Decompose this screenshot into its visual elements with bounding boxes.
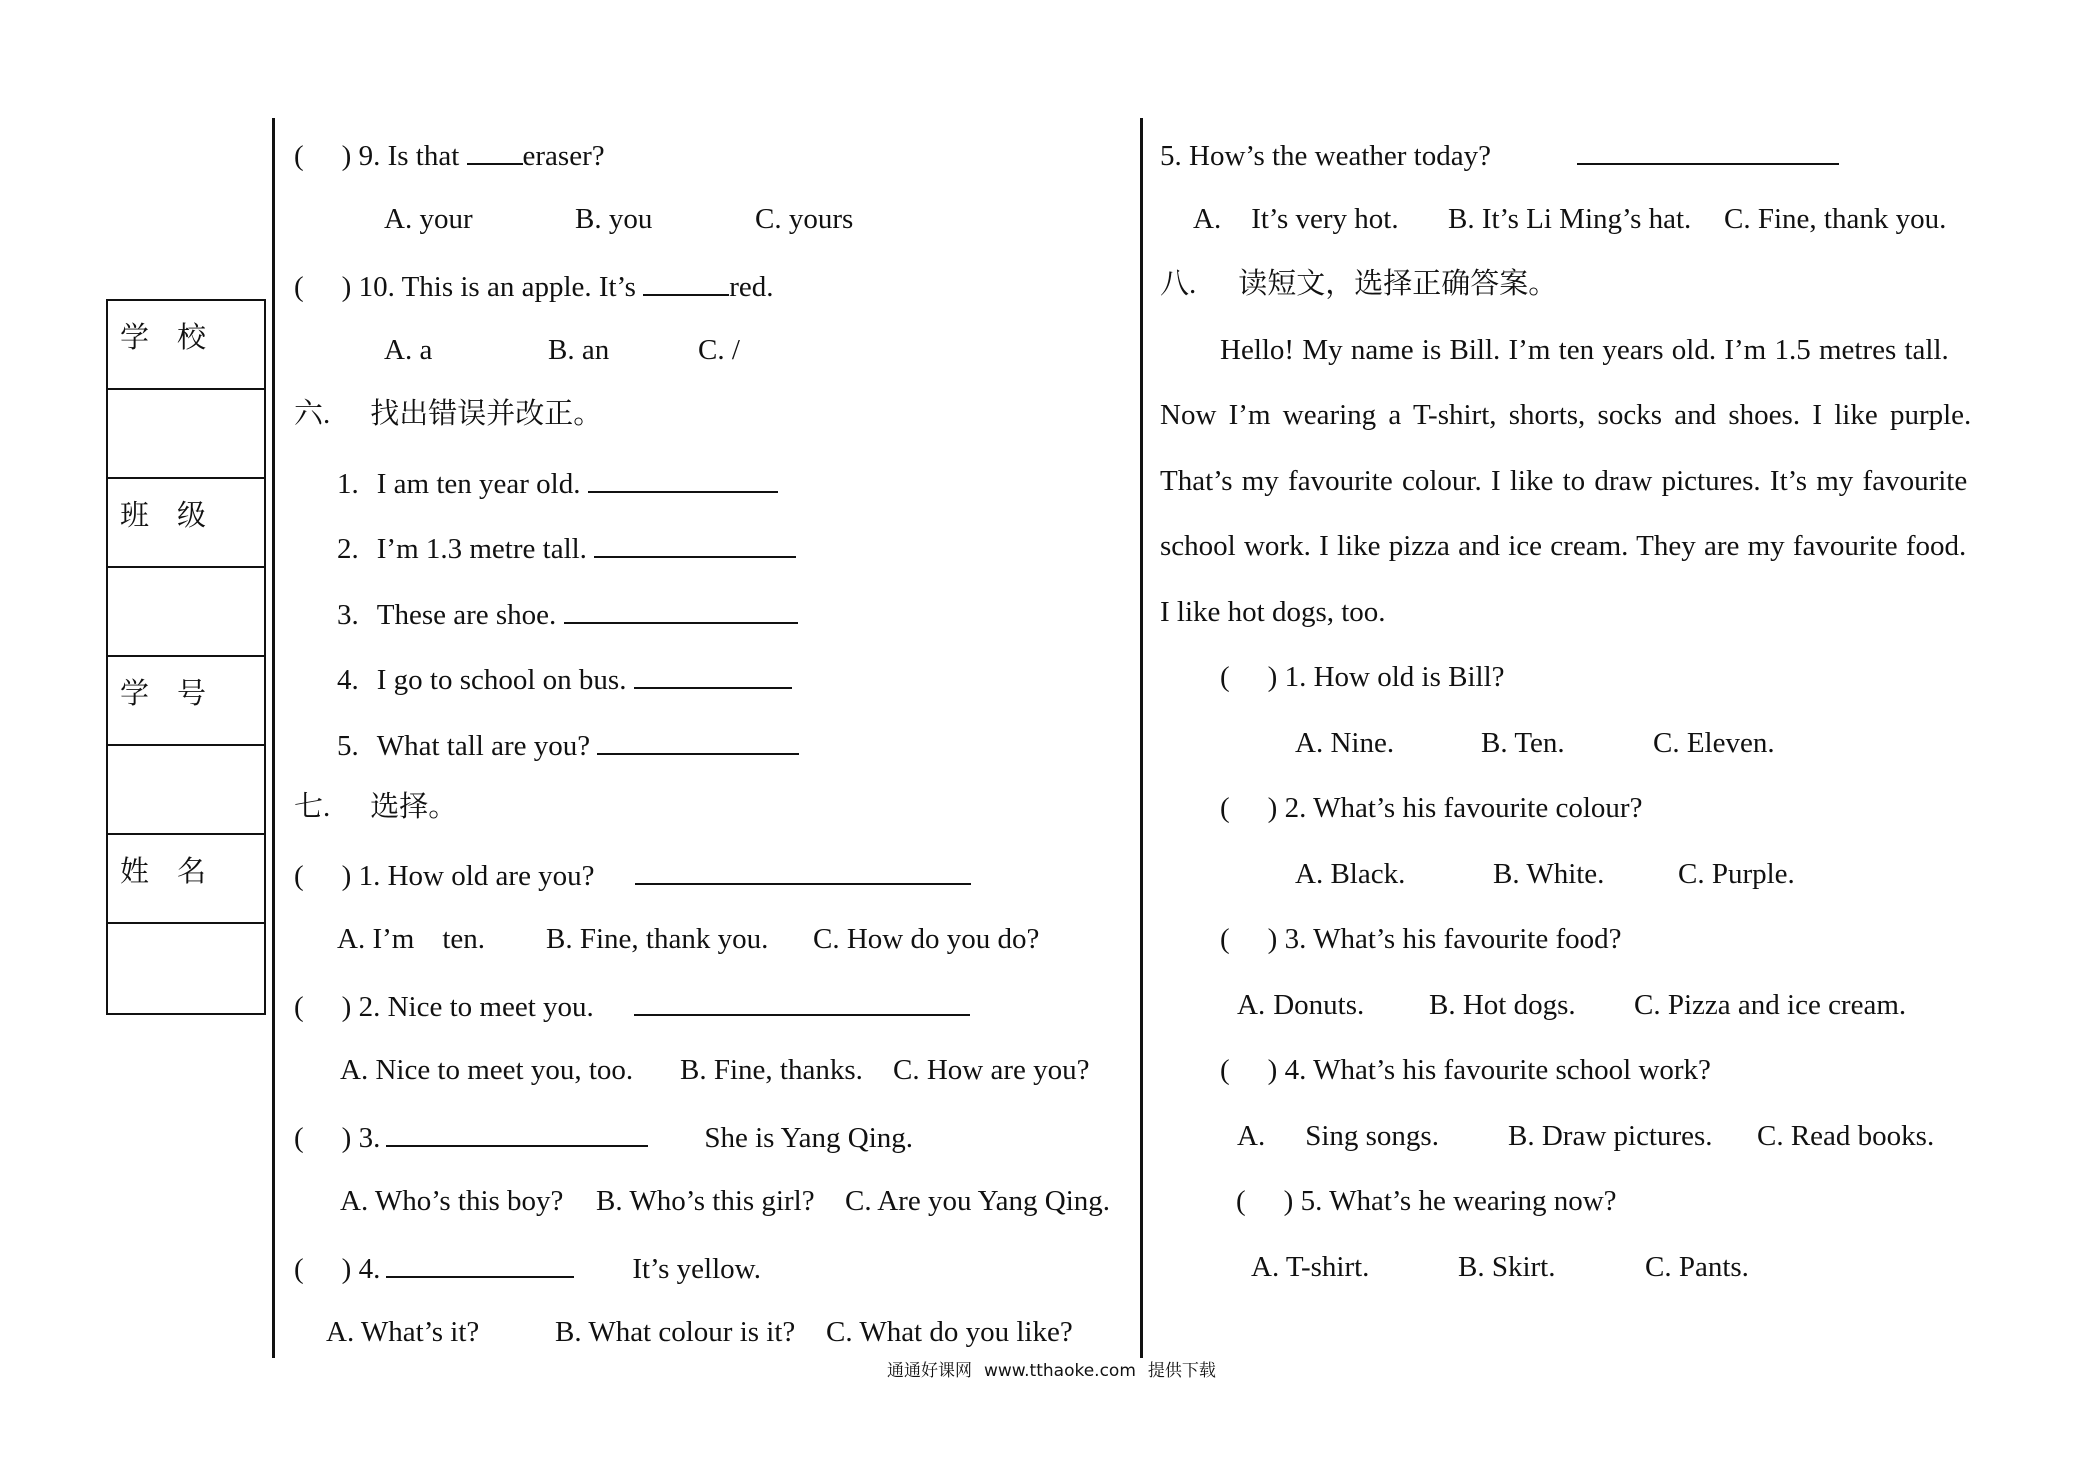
q9-option-a: A. your <box>384 203 473 235</box>
sec7-q1-option-c: C. How do you do? <box>813 923 1040 955</box>
answer-paren-close: ) <box>341 1122 352 1154</box>
school-label: 学校 <box>120 322 235 354</box>
answer-paren-close: ) <box>1267 923 1278 955</box>
sec7-q2-option-c: C. How are you? <box>893 1054 1090 1086</box>
option-a-lead: A. <box>1193 203 1222 235</box>
passage-line: I like hot dogs, too. <box>1160 596 1386 628</box>
passage-line: Hello! My name is Bill. I’m ten years old. I’m 1.5 metres tall. <box>1220 334 1949 366</box>
footer-site: 通通好课网 <box>887 1361 972 1381</box>
reading-question-2 <box>1220 794 1642 823</box>
student-info-box <box>106 299 266 1015</box>
r4-option-a <box>1237 1122 1439 1151</box>
option-a-lead: A. <box>1237 1120 1266 1152</box>
item-text: I am ten year old. <box>376 468 581 500</box>
correction-blank[interactable] <box>588 467 778 493</box>
question-stem: 4. <box>358 1253 381 1285</box>
sec7-question-3 <box>294 1121 913 1153</box>
column-divider <box>1140 118 1143 1358</box>
sec7-q1-option-b: B. Fine, thank you. <box>546 923 769 955</box>
question-stem: 1. How old are you? <box>358 860 595 892</box>
list-item <box>337 532 796 564</box>
answer-paren-open: ( <box>294 991 304 1023</box>
list-item <box>337 467 778 499</box>
reading-question-4 <box>1220 1056 1711 1085</box>
answer-blank[interactable] <box>386 1121 648 1147</box>
option-a-lead: A. I’m <box>337 923 415 955</box>
sec7-q4-option-b: B. What colour is it? <box>555 1316 796 1348</box>
sec7-question-1 <box>294 859 971 891</box>
r5-option-a: A. T-shirt. <box>1251 1251 1370 1283</box>
option-a-text: Sing songs. <box>1305 1120 1439 1152</box>
section-8-number: 八. <box>1160 268 1197 300</box>
reading-question-1 <box>1220 663 1505 692</box>
section-7-heading <box>294 793 457 822</box>
class-field[interactable] <box>108 568 264 657</box>
question-stem: 2. What’s his favourite colour? <box>1284 792 1643 824</box>
answer-paren-close: ) <box>341 991 352 1023</box>
sec7-q3-option-b: B. Who’s this girl? <box>596 1185 815 1217</box>
section-7-number: 七. <box>294 791 331 823</box>
number-field[interactable] <box>108 746 264 835</box>
question-answer-line: She is Yang Qing. <box>704 1122 914 1154</box>
answer-blank[interactable] <box>634 990 970 1016</box>
reading-question-5 <box>1236 1187 1617 1216</box>
answer-paren-open: ( <box>294 860 304 892</box>
answer-paren-close: ) <box>341 860 352 892</box>
answer-paren-close: ) <box>341 271 352 303</box>
answer-paren-open: ( <box>1220 661 1230 693</box>
r5-option-c: C. Pants. <box>1645 1251 1749 1283</box>
answer-paren-open: ( <box>294 271 304 303</box>
name-field[interactable] <box>108 924 264 1013</box>
sec7-q3-option-c: C. Are you Yang Qing. <box>845 1185 1111 1217</box>
answer-paren-open: ( <box>1220 923 1230 955</box>
r3-option-a <box>1237 991 1364 1020</box>
number-label-cell <box>108 657 264 746</box>
reading-question-3 <box>1220 925 1622 954</box>
footer-credit <box>887 1356 1216 1381</box>
answer-paren-close: ) <box>1283 1185 1294 1217</box>
class-label-cell <box>108 479 264 568</box>
fill-blank[interactable] <box>643 270 729 296</box>
correction-blank[interactable] <box>634 663 792 689</box>
question-stem: 1. How old is Bill? <box>1284 661 1505 693</box>
section-6-title: 找出错误并改正。 <box>370 398 603 430</box>
question-stem: 2. Nice to meet you. <box>358 991 594 1023</box>
option-a-rest: ten. <box>442 923 486 955</box>
question-5-weather <box>1160 139 1839 171</box>
q10-option-c: C. / <box>698 334 740 366</box>
answer-paren-close: ) <box>1267 1054 1278 1086</box>
passage-line: Now I’m wearing a T-shirt, shorts, socks and shoes. I like purple. <box>1160 399 1972 431</box>
answer-paren-open: ( <box>294 1253 304 1285</box>
question-stem: 3. What’s his favourite food? <box>1284 923 1622 955</box>
question-answer-line: It’s yellow. <box>632 1253 761 1285</box>
option-a-lead: A. <box>1237 989 1266 1021</box>
passage-line: That’s my favourite colour. I like to draw pictures. It’s my favourite <box>1160 465 1968 497</box>
sec7-question-2 <box>294 990 970 1022</box>
sec7-q4-option-c: C. What do you like? <box>826 1316 1073 1348</box>
question-stem: 5. What’s he wearing now? <box>1300 1185 1617 1217</box>
list-item <box>337 729 799 761</box>
r1-option-c: C. Eleven. <box>1653 727 1775 759</box>
number-label: 学号 <box>120 678 235 710</box>
list-item <box>337 663 792 695</box>
r2-option-b: B. White. <box>1493 858 1605 890</box>
r3-option-c: C. Pizza and ice cream. <box>1634 989 1907 1021</box>
answer-paren-open: ( <box>1220 1054 1230 1086</box>
item-number: 3. <box>337 599 359 631</box>
item-text: I go to school on bus. <box>376 664 627 696</box>
r4-option-c: C. Read books. <box>1757 1120 1935 1152</box>
answer-paren-close: ) <box>341 140 352 172</box>
section-6-number: 六. <box>294 398 331 430</box>
list-item <box>337 598 798 630</box>
section-6-heading <box>294 400 602 429</box>
question-9-stem-a: 9. Is that <box>358 140 467 172</box>
r1-option-b: B. Ten. <box>1481 727 1565 759</box>
answer-paren-open: ( <box>294 1122 304 1154</box>
sec7-q4-option-a: A. What’s it? <box>326 1316 480 1348</box>
correction-blank[interactable] <box>594 532 796 558</box>
r3-option-b: B. Hot dogs. <box>1429 989 1576 1021</box>
question-9-stem-b: eraser? <box>522 140 605 172</box>
question-9 <box>294 139 605 171</box>
answer-paren-open: ( <box>1236 1185 1246 1217</box>
question-stem: 4. What’s his favourite school work? <box>1284 1054 1711 1086</box>
correction-blank[interactable] <box>597 729 799 755</box>
school-field[interactable] <box>108 390 264 479</box>
sec7-q1-option-a <box>337 925 485 954</box>
item-number: 5. <box>337 730 359 762</box>
sec7-q3-option-a: A. Who’s this boy? <box>340 1185 564 1217</box>
r2-option-a: A. Black. <box>1295 858 1406 890</box>
r2-option-c: C. Purple. <box>1678 858 1795 890</box>
answer-blank[interactable] <box>1577 139 1839 165</box>
q9-option-b: B. you <box>575 203 653 235</box>
question-10-stem-b: red. <box>729 271 774 303</box>
item-number: 1. <box>337 468 359 500</box>
answer-paren-open: ( <box>1220 792 1230 824</box>
correction-blank[interactable] <box>564 598 798 624</box>
question-10 <box>294 270 773 302</box>
fill-blank[interactable] <box>467 139 523 165</box>
section-8-title: 读短文，选择正确答案。 <box>1238 268 1558 300</box>
q5-option-a <box>1193 205 1399 234</box>
option-a-text: It’s very hot. <box>1251 203 1399 235</box>
name-label-cell <box>108 835 264 924</box>
item-text: These are shoe. <box>376 599 557 631</box>
sec7-q2-option-b: B. Fine, thanks. <box>680 1054 863 1086</box>
name-label: 姓名 <box>120 856 235 888</box>
answer-blank[interactable] <box>635 859 971 885</box>
footer-url[interactable]: www.tthaoke.com <box>984 1361 1136 1381</box>
item-number: 2. <box>337 533 359 565</box>
class-label: 班级 <box>120 500 235 532</box>
option-a-text: Donuts. <box>1273 989 1365 1021</box>
item-text: I’m 1.3 metre tall. <box>376 533 587 565</box>
answer-paren-close: ) <box>1267 661 1278 693</box>
r5-option-b: B. Skirt. <box>1458 1251 1556 1283</box>
r1-option-a: A. Nine. <box>1295 727 1395 759</box>
answer-paren-close: ) <box>1267 792 1278 824</box>
passage-line: school work. I like pizza and ice cream. They are my favourite food. <box>1160 530 1967 562</box>
question-stem: 3. <box>358 1122 381 1154</box>
q9-option-c: C. yours <box>755 203 854 235</box>
sec7-question-4 <box>294 1252 761 1284</box>
section-8-heading <box>1160 270 1557 299</box>
sec7-q2-option-a: A. Nice to meet you, too. <box>340 1054 634 1086</box>
answer-paren-close: ) <box>341 1253 352 1285</box>
q10-option-b: B. an <box>548 334 610 366</box>
footer-suffix: 提供下载 <box>1147 1361 1216 1381</box>
left-margin-rule <box>272 118 275 1358</box>
q10-option-a: A. a <box>384 334 433 366</box>
q5-option-b: B. It’s Li Ming’s hat. <box>1448 203 1692 235</box>
question-stem: 5. How’s the weather today? <box>1160 140 1491 172</box>
answer-blank[interactable] <box>386 1252 574 1278</box>
item-text: What tall are you? <box>376 730 591 762</box>
question-10-stem-a: 10. This is an apple. It’s <box>358 271 644 303</box>
q5-option-c: C. Fine, thank you. <box>1724 203 1947 235</box>
item-number: 4. <box>337 664 359 696</box>
section-7-title: 选择。 <box>370 791 458 823</box>
r4-option-b: B. Draw pictures. <box>1508 1120 1713 1152</box>
school-label-cell <box>108 301 264 390</box>
answer-paren-open: ( <box>294 140 304 172</box>
